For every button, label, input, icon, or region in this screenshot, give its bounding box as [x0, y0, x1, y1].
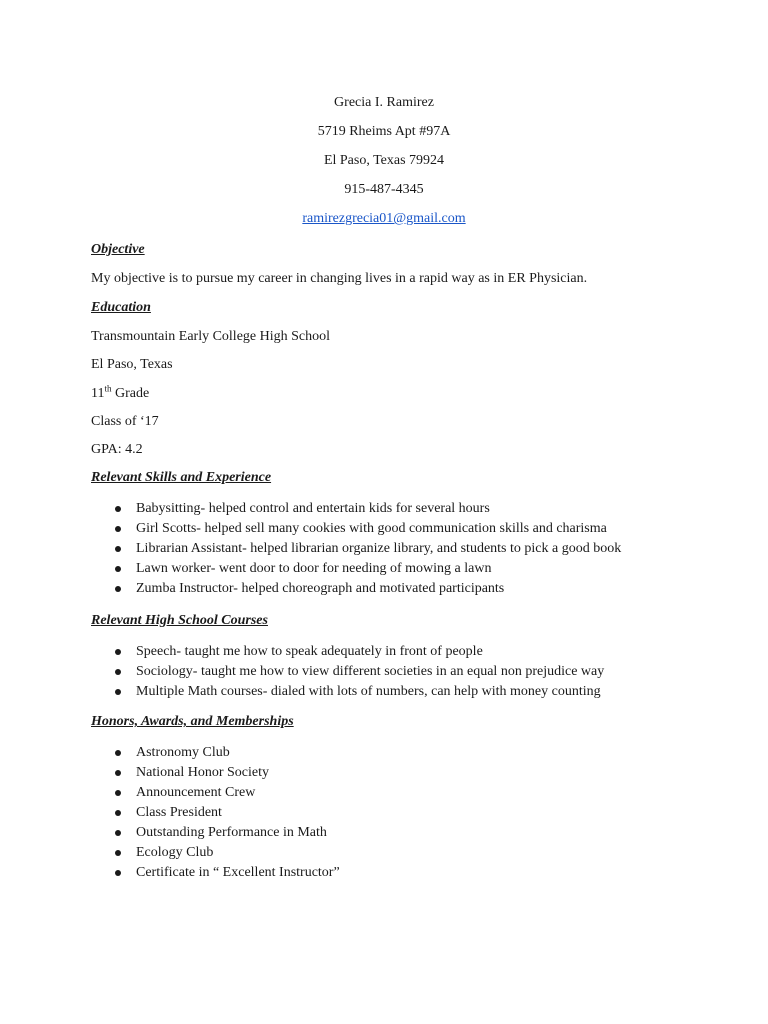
- bullet-icon: [115, 830, 121, 836]
- resume-page: Grecia I. Ramirez 5719 Rheims Apt #97A El Paso, Texas 79924 915-487-4345 ramirezgrecia01@gmail.com Objective My objective is to pursue my career in changing lives in a rapid way as in ER Physician. Education Transmountain Early College High School El Paso, Texas 11th Grade Class of ‘17 GPA: 4.2 Relevant Skills and Experience Babysitting- helped control and entertain kids for several hours Girl Scotts- helped sell many cookies with good communication skills and charisma Librarian Assistant- helped librarian organize library, and students to pick a good book Lawn worker- went door to door for needing of mowing a lawn Zumba Instructor- helped choreograph and motivated participants Relevant High School Courses Speech- taught me how to speak adequately in front of people Sociology- taught me how to view different societies in an equal non prejudice way Multiple Math courses- dialed with lots of numbers, can help with money counting Honors, Awards, and Memberships Astronomy Club National Honor Society Announcement Crew Class President Outstanding Performance in Math Ecology Club Certificate in “ Excellent Instructor”: [0, 0, 768, 1024]
- bullet-icon: [115, 810, 121, 816]
- contact-name: Grecia I. Ramirez: [334, 95, 434, 110]
- grade-suffix: th: [104, 383, 112, 394]
- bullet-icon: [115, 669, 121, 675]
- education-grade: [91, 385, 149, 403]
- objective-heading: Objective: [91, 242, 145, 257]
- bullet-icon: [115, 586, 121, 592]
- bullet-icon: [115, 649, 121, 655]
- bullet-icon: [115, 506, 121, 512]
- bullet-icon: [115, 526, 121, 532]
- skills-heading: Relevant Skills and Experience: [91, 470, 272, 485]
- bullet-icon: [115, 850, 121, 856]
- courses-heading: Relevant High School Courses: [91, 613, 268, 628]
- education-location: El Paso, Texas: [91, 357, 173, 372]
- honors-heading: Honors, Awards, and Memberships: [91, 714, 294, 729]
- contact-city: El Paso, Texas 79924: [323, 153, 445, 168]
- education-heading: Education: [91, 300, 151, 315]
- education-class-of: Class of ‘17: [91, 414, 159, 429]
- contact-email-link[interactable]: ramirezgrecia01@gmail.com: [302, 211, 466, 226]
- bullet-icon: [115, 770, 121, 776]
- bullet-icon: [115, 870, 121, 876]
- bullet-icon: [115, 750, 121, 756]
- objective-text: My objective is to pursue my career in changing lives in a rapid way as in ER Physician.: [91, 271, 588, 286]
- education-school: Transmountain Early College High School: [91, 329, 331, 344]
- grade-word: Grade: [111, 386, 150, 401]
- bullet-icon: [115, 689, 121, 695]
- bullet-icon: [115, 546, 121, 552]
- bullet-icon: [115, 566, 121, 572]
- education-gpa: GPA: 4.2: [91, 442, 143, 457]
- bullet-icon: [115, 790, 121, 796]
- grade-number: 11: [91, 386, 105, 401]
- contact-email-row: [0, 210, 768, 228]
- contact-address: 5719 Rheims Apt #97A: [317, 124, 451, 139]
- contact-phone: 915-487-4345: [344, 182, 424, 197]
